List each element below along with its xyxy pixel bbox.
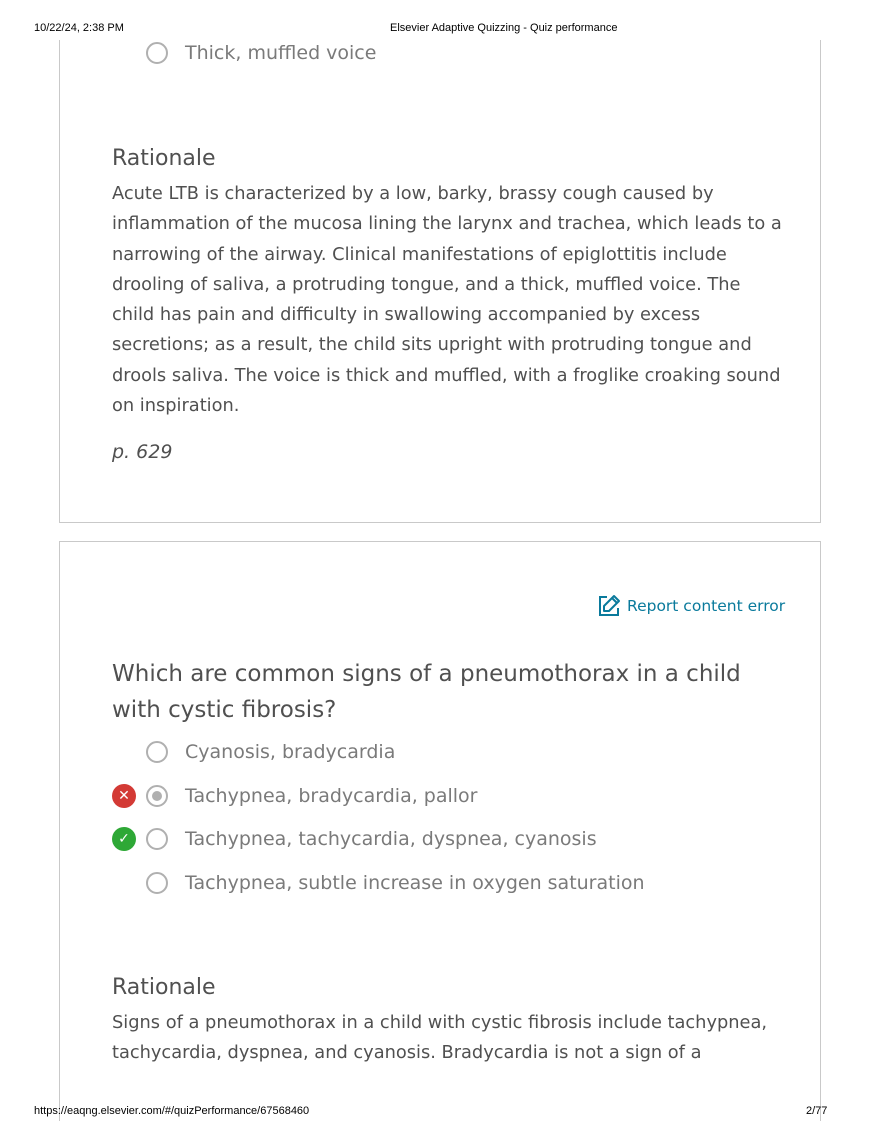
radio-button[interactable] (146, 741, 168, 763)
answer-option-text: Tachypnea, subtle increase in oxygen saturation (185, 872, 645, 894)
radio-button[interactable] (146, 785, 168, 807)
edit-icon (597, 594, 621, 618)
radio-button[interactable] (146, 828, 168, 850)
answer-option-text: Tachypnea, bradycardia, pallor (185, 785, 478, 807)
print-page-number: 2/77 (806, 1105, 828, 1117)
rationale-heading: Rationale (112, 146, 216, 171)
print-date: 10/22/24, 2:38 PM (34, 22, 124, 34)
question-card-previous (59, 40, 821, 523)
incorrect-icon: ✕ (112, 784, 136, 808)
report-content-error-link[interactable] (597, 594, 785, 618)
answer-option-text: Thick, muffled voice (185, 42, 377, 64)
rationale-heading: Rationale (112, 975, 216, 1000)
correct-icon: ✓ (112, 827, 136, 851)
print-url: https://eaqng.elsevier.com/#/quizPerformance/67568460 (34, 1105, 310, 1117)
rationale-text: Signs of a pneumothorax in a child with cystic fibrosis include tachypnea, tachycardia, dyspnea, and cyanosis. Bradycardia is not a sign of a (112, 1012, 768, 1064)
page-reference: p. 629 (112, 441, 173, 463)
question-card (59, 541, 821, 1121)
answer-option-text: Tachypnea, tachycardia, dyspnea, cyanosis (185, 828, 597, 850)
print-page-title: Elsevier Adaptive Quizzing - Quiz performance (390, 22, 618, 34)
radio-button[interactable] (146, 42, 168, 64)
question-text: Which are common signs of a pneumothorax in a child with cystic fibrosis? (112, 661, 741, 723)
rationale-text: Acute LTB is characterized by a low, barky, brassy cough caused by inflammation of the mucosa lining the larynx and trachea, which leads to a narrowing of the airway. Clinical manifestations of epiglottitis include drooling of saliva, a protruding tongue, and a thick, muffled voice. The child has pain and difficulty in swallowing accompanied by excess secretions; as a result, the child sits upright with protruding tongue and drools saliva. The voice is thick and muffled, with a froglike croaking sound on inspiration. (112, 183, 782, 417)
answer-option-text: Cyanosis, bradycardia (185, 741, 396, 763)
radio-button[interactable] (146, 872, 168, 894)
report-content-error-label: Report content error (627, 597, 786, 615)
